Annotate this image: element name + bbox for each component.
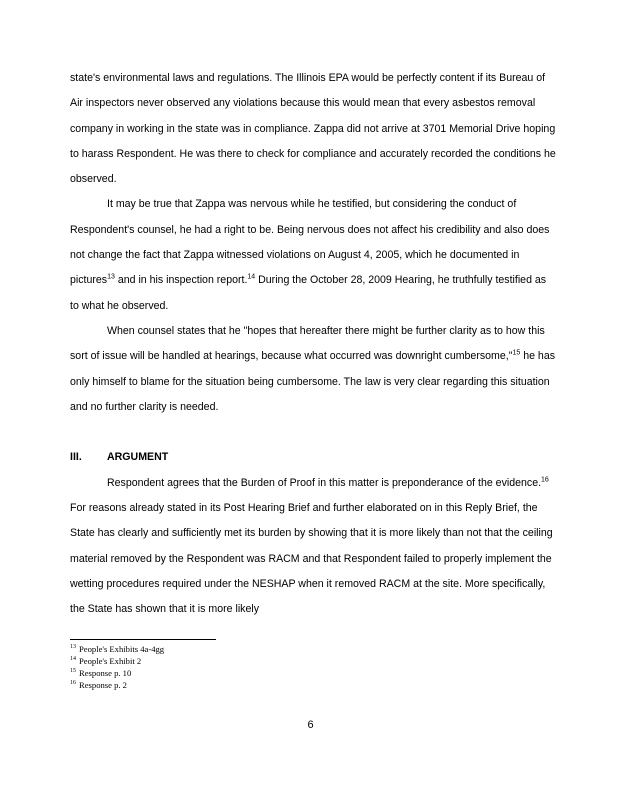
- footnote-13: $^{13}$ People's Exhibits 4a-4gg: [70, 644, 165, 654]
- footnote-ref-15: 15: [512, 349, 521, 357]
- footnote-ref-16: 16: [541, 476, 549, 484]
- footnotes: [70, 643, 370, 691]
- body-text: [70, 66, 556, 623]
- section-title: ARGUMENT: [107, 451, 169, 464]
- footnote-divider: [70, 639, 216, 640]
- footnote-ref-14: 14: [247, 273, 256, 281]
- paragraph-argument: Respondent agrees that the Burden of Proof in this matter is preponderance of the evidence.$^{16}$ For reasons already stated in its Post Hearing Brief and further elaborated on in this Reply Brief, the State has clearly and sufficiently met its burden by showing that it is more likely than not that the ceiling material removed by the Respondent was RACM and that Respondent failed to properly implement the wetting procedures required under the NESHAP when it removed RACM at the site. More specifically, the State has shown that it is more likely: [70, 476, 553, 616]
- footnote-16: $^{16}$ Response p. 2: [70, 680, 127, 690]
- paragraph-continuation: state's environmental laws and regulations. The Illinois EPA would be perfectly content if its Bureau of Air inspectors never observed any violations because this would mean that every asbestos removal company in working in the state was in compliance. Zappa did not arrive at 3701 Memorial Drive hoping to harass Respondent. He was there to check for compliance and accurately recorded the conditions he observed.: [70, 72, 556, 186]
- footnote-15: $^{15}$ Response p. 10: [70, 668, 132, 678]
- paragraph-counsel-clarity: When counsel states that he "hopes that hereafter there might be further clarity as to how this sort of issue will be handled at hearings, because what occurred was downright cumbersome,"$^{15}$ he has only himself to blame for the situation being cumbersome. The law is very clear regarding this situation and no further clarity is needed.: [70, 324, 556, 413]
- section-number: III.: [70, 451, 82, 464]
- section-spacer: [70, 420, 556, 445]
- footnote-14: $^{14}$ People's Exhibit 2: [70, 656, 142, 666]
- footnote-ref-13: 13: [107, 273, 115, 281]
- section-heading: [70, 445, 556, 470]
- paragraph-zappa-nervous: It may be true that Zappa was nervous while he testified, but considering the conduct of Respondent's counsel, he had a right to be. Being nervous does not affect his credibility and also does not change the fact that Zappa witnessed violations on August 4, 2005, which he documented in pictures$^{13}$ and in his inspection report.$^{14}$ During the October 28, 2009 Hearing, he truthfully testified as to what he observed.: [70, 198, 550, 312]
- page-number: 6: [307, 719, 314, 731]
